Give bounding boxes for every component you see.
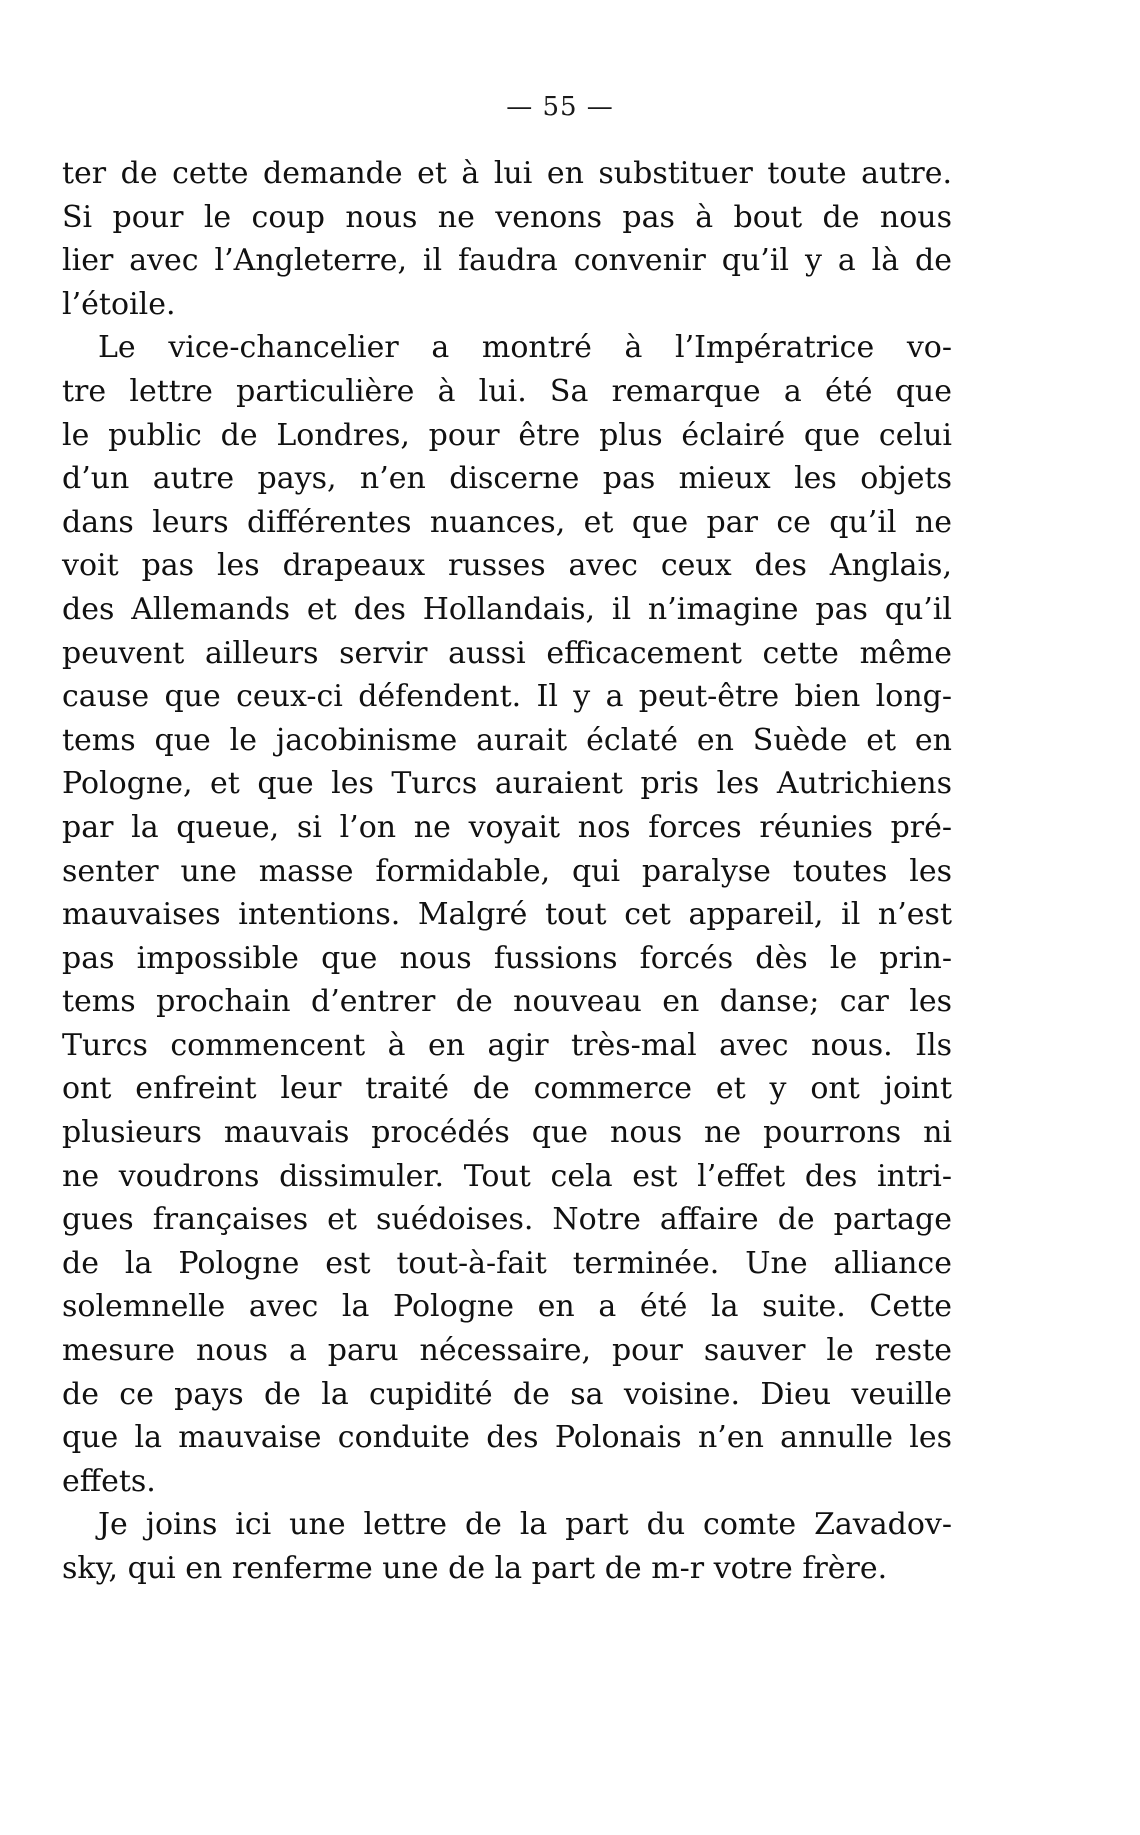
text-line: Turcs commencent à en agir très-mal avec nous. Ils: [62, 1027, 952, 1063]
text-line: le public de Londres, pour être plus éclairé que celui: [62, 417, 952, 453]
text-line: mesure nous a paru nécessaire, pour sauver le reste: [62, 1333, 952, 1369]
text-line: solemnelle avec la Pologne en a été la suite. Cette: [62, 1289, 952, 1325]
text-line: peuvent ailleurs servir aussi efficacement cette même: [62, 635, 952, 671]
text-line: tre lettre particulière à lui. Sa remarque a été que: [62, 373, 952, 409]
text-line: Si pour le coup nous ne venons pas à bout de nous: [62, 199, 952, 235]
text-line: que la mauvaise conduite des Polonais n’en annulle les: [62, 1420, 952, 1456]
text-line: de ce pays de la cupidité de sa voisine. Dieu veuille: [62, 1376, 952, 1412]
text-line: Pologne, et que les Turcs auraient pris les Autrichiens: [62, 766, 952, 802]
page-number: — 55 —: [506, 92, 614, 122]
text-line: voit pas les drapeaux russes avec ceux des Anglais,: [62, 548, 952, 584]
text-line: pas impossible que nous fussions forcés dès le prin-: [62, 940, 952, 976]
text-line: gues françaises et suédoises. Notre affaire de partage: [62, 1202, 952, 1238]
text-line: mauvaises intentions. Malgré tout cet appareil, il n’est: [62, 897, 952, 933]
text-line: sky, qui en renferme une de la part de m-r votre frère.: [62, 1551, 888, 1586]
text-line: dans leurs différentes nuances, et que par ce qu’il ne: [62, 504, 952, 540]
text-line: ont enfreint leur traité de commerce et y ont joint: [62, 1071, 952, 1107]
text-line: par la queue, si l’on ne voyait nos forces réunies pré-: [62, 809, 952, 845]
text-line: plusieurs mauvais procédés que nous ne pourrons ni: [62, 1115, 952, 1151]
text-line: des Allemands et des Hollandais, il n’imagine pas qu’il: [62, 591, 952, 627]
text-line: Le vice-chancelier a montré à l’Impératrice vo-: [98, 330, 952, 366]
text-line: Je joins ici une lettre de la part du comte Zavadov-: [98, 1507, 952, 1543]
text-line: effets.: [62, 1463, 156, 1499]
text-line: cause que ceux-ci défendent. Il y a peut-être bien long-: [62, 679, 952, 715]
text-line: ne voudrons dissimuler. Tout cela est l’effet des intri-: [62, 1158, 952, 1194]
text-line: ter de cette demande et à lui en substituer toute autre.: [62, 156, 952, 191]
text-line: lier avec l’Angleterre, il faudra convenir qu’il y a là de: [62, 243, 952, 279]
text-line: de la Pologne est tout-à-fait terminée. Une alliance: [62, 1245, 952, 1281]
body-text: [62, 152, 952, 1591]
text-line: d’un autre pays, n’en discerne pas mieux les objets: [62, 461, 952, 497]
text-line: l’étoile.: [62, 286, 176, 322]
text-line: tems prochain d’entrer de nouveau en danse; car les: [62, 984, 952, 1020]
text-line: tems que le jacobinisme aurait éclaté en Suède et en: [62, 722, 952, 758]
text-line: senter une masse formidable, qui paralyse toutes les: [62, 853, 952, 889]
